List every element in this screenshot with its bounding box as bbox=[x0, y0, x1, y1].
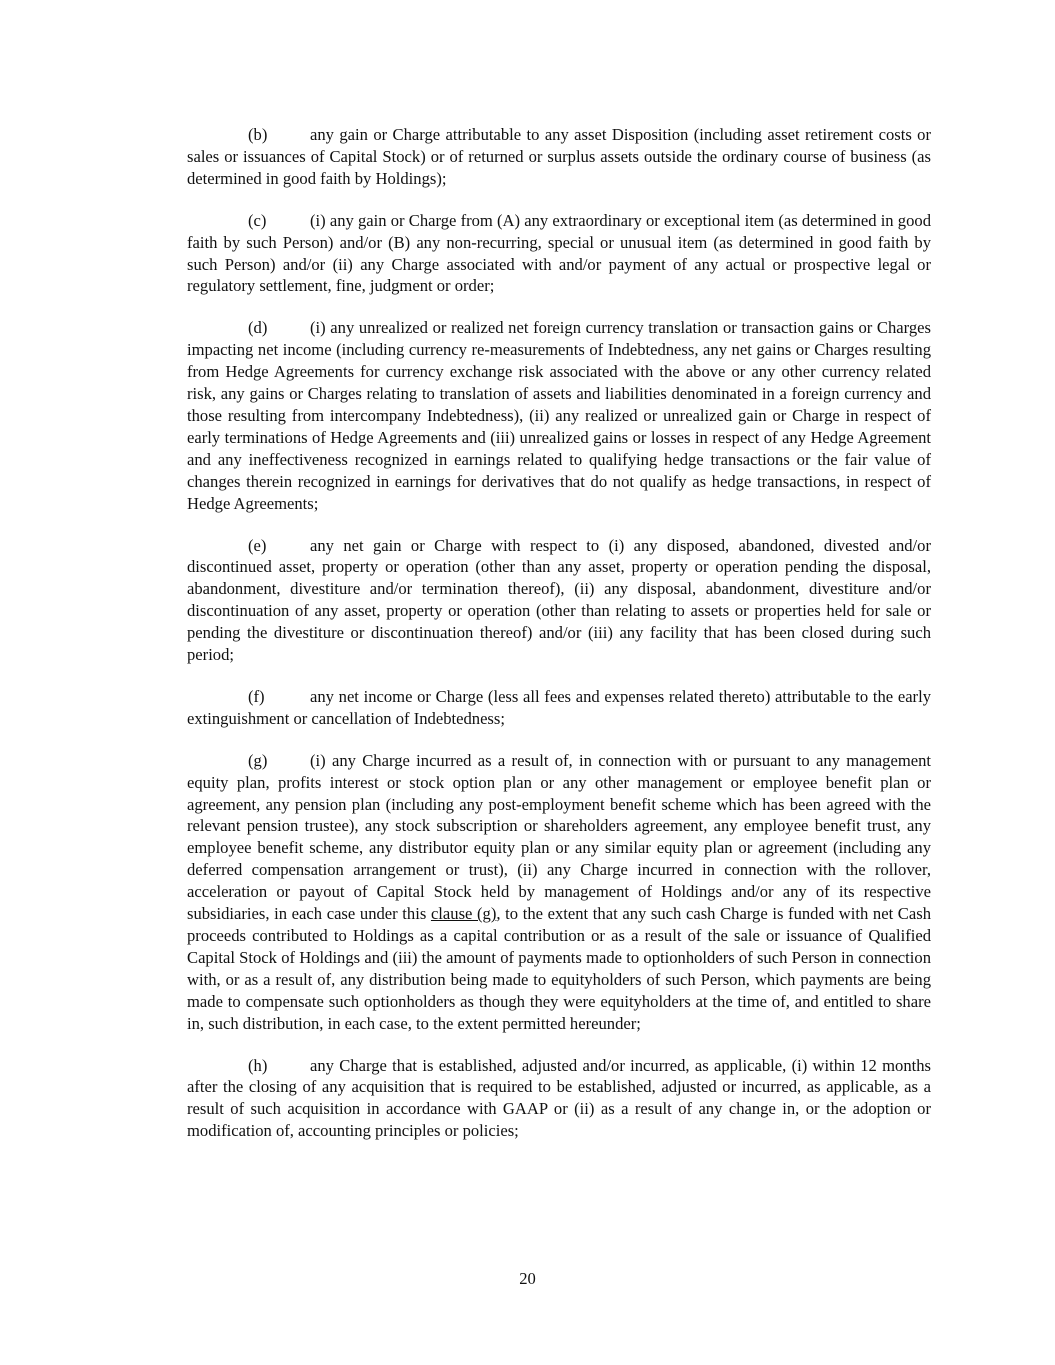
clause-text-before: (i) any Charge incurred as a result of, in connection with or pursuant to any management equity plan, profits interest or stock option plan or any other management or employee benefit plan or agreement, any pension plan (including any post-employment benefit scheme which has been agreed with the relevant pension trustee), any stock subscription or shareholders agreement, any employee benefit trust, any employee benefit scheme, any distributor equity plan or any similar equity plan or agreement (including any deferred compensation arrangement or trust), (ii) any Charge incurred in connection with the rollover, acceleration or payout of Capital Stock held by management of Holdings and/or any of its respective subsidiaries, in each case under this bbox=[187, 750, 931, 924]
clause-text: (i) any gain or Charge from (A) any extraordinary or exceptional item (as determined in good faith by such Person) and/or (B) any non-recurring, special or unusual item (as determined in good faith by such Person) and/or (ii) any Charge associated with and/or payment of any actual or prospective legal or regulatory settlement, fine, judgment or order; bbox=[187, 210, 931, 296]
clause-label: (b) bbox=[248, 125, 268, 144]
clause-text-after: , to the extent that any such cash Charge is funded with net Cash proceeds contributed to Holdings as a capital contribution or as a result of the sale or issuance of Qualified Capital Stock of Holdings and (iii) the amount of payments made to optionholders of such Person in connection with, or as a result of, any distribution being made to equityholders of such Person, which payments are being made to compensate such optionholders as though they were equityholders at the time of, and entitled to share in, such distribution, in each case, to the extent permitted hereunder; bbox=[187, 904, 931, 1033]
clause-label: (f) bbox=[248, 686, 265, 706]
clause-b bbox=[187, 124, 931, 190]
clause-text: any gain or Charge attributable to any asset Disposition (including asset retirement costs or sales or issuances of Capital Stock) or of returned or surplus assets outside the ordinary course of business (as determined in good faith by Holdings); bbox=[187, 125, 931, 188]
clause-label: (d) bbox=[248, 318, 268, 338]
page-number: 20 bbox=[519, 1269, 536, 1288]
clause-text: (i) any unrealized or realized net foreign currency translation or transaction gains or Charges impacting net income (including currency re-measurements of Indebtedness, any net gains or Charges resulting from Hedge Agreements for currency exchange risk associated with the above or any other currency related risk, any gains or Charges relating to translation of assets and liabilities denominated in a foreign currency and those resulting from intercompany Indebtedness), (ii) any realized or unrealized gain or Charge in respect of early terminations of Hedge Agreements and (iii) unrealized gains or losses in respect of any Hedge Agreement and any ineffectiveness recognized in earnings related to qualifying hedge transactions or the fair value of changes therein recognized in earnings for derivatives that do not qualify as hedge transactions, in respect of Hedge Agreements; bbox=[187, 318, 931, 513]
clause-label: (g) bbox=[248, 750, 268, 770]
clause-list bbox=[187, 124, 931, 1162]
clause-f bbox=[187, 686, 931, 730]
clause-label: (h) bbox=[248, 1055, 268, 1075]
clause-cross-reference: clause (g) bbox=[430, 904, 497, 924]
clause-text: any net income or Charge (less all fees and expenses related thereto) attributable to the early extinguishment or cancellation of Indebtedness; bbox=[187, 686, 931, 728]
clause-label: (e) bbox=[248, 535, 267, 555]
clause-g bbox=[187, 750, 931, 1035]
clause-text: any Charge that is established, adjusted and/or incurred, as applicable, (i) within 12 months after the closing of any acquisition that is required to be established, adjusted or incurred, as applicable, as a result of such acquisition in accordance with GAAP or (ii) as a result of any change in, or the adoption or modification of, accounting principles or policies; bbox=[187, 1055, 931, 1141]
clause-d bbox=[187, 317, 931, 514]
clause-e bbox=[187, 535, 931, 666]
clause-label: (c) bbox=[248, 210, 267, 230]
clause-h bbox=[187, 1055, 931, 1143]
clause-text: any net gain or Charge with respect to (i) any disposed, abandoned, divested and/or discontinued asset, property or operation (other than any asset, property or operation pending the disposal, abandonment, divestiture and/or termination thereof), (ii) any disposal, abandonment, divestiture and/or discontinuation of any asset, property or operation (other than relating to assets or properties held for sale or pending the divestiture or discontinuation thereof) and/or (iii) any facility that has been closed during such period; bbox=[187, 535, 931, 665]
clause-c bbox=[187, 210, 931, 298]
